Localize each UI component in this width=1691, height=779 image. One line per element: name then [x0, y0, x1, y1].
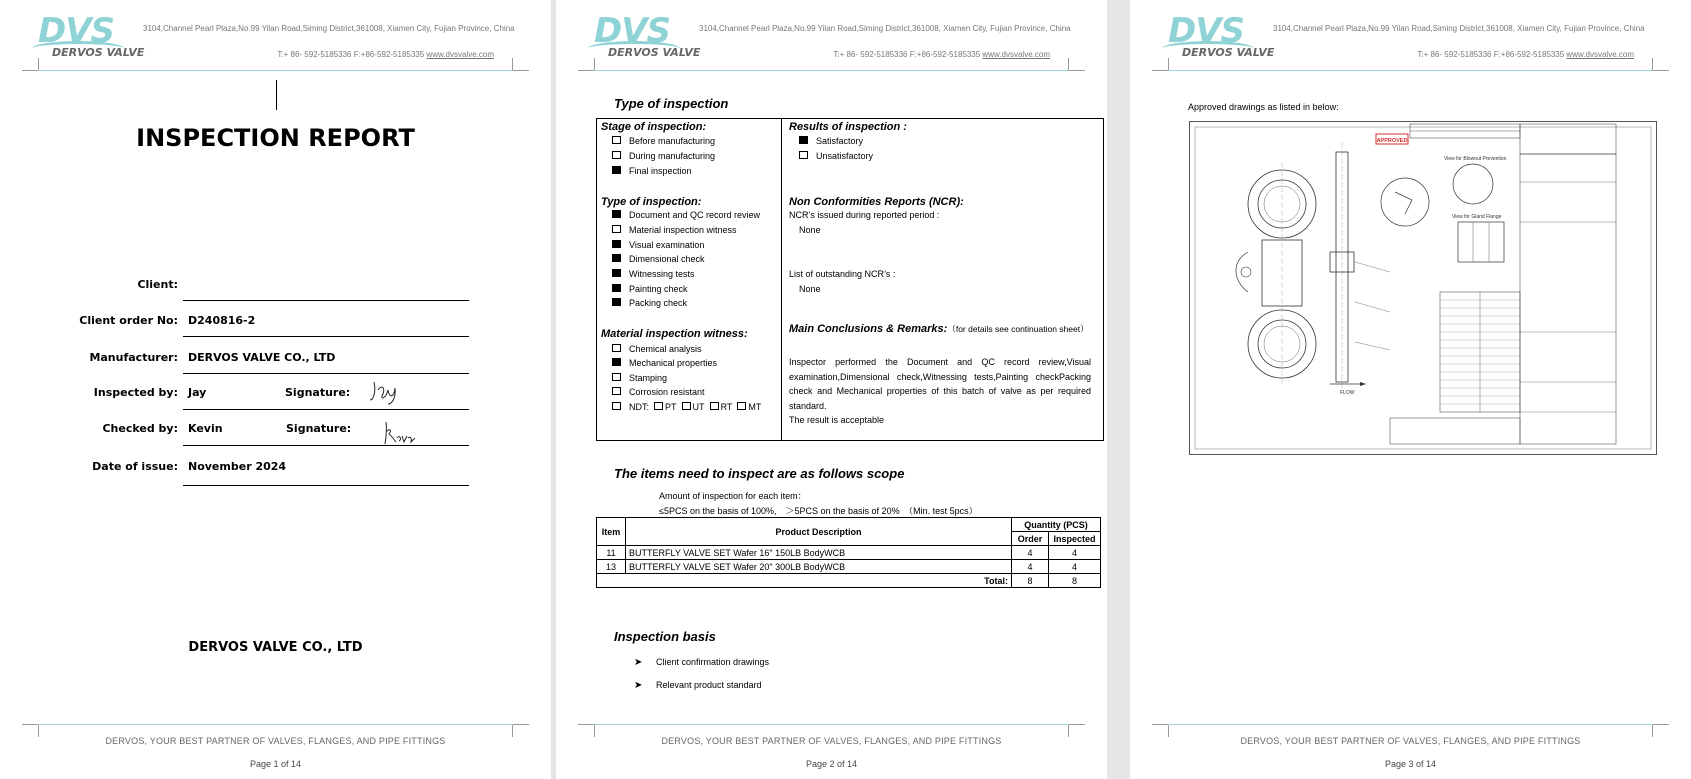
page-number: Page 3 of 14 — [1384, 759, 1437, 769]
table-header-row — [597, 518, 1101, 532]
inspected-by-label: Inspected by: — [93, 386, 178, 399]
type-item-label: Painting check — [629, 284, 688, 294]
stage-item[interactable] — [612, 166, 692, 176]
footer-rule — [38, 724, 513, 725]
material-item-label: Mechanical properties — [629, 358, 718, 368]
conclusions-heading — [789, 323, 1089, 335]
type-item[interactable] — [612, 210, 760, 220]
ncr-issued-value: None — [799, 225, 821, 235]
checkbox-checked[interactable] — [612, 269, 621, 277]
signature-jay-image — [368, 376, 402, 406]
result-item-label: Satisfactory — [816, 136, 864, 146]
checkbox[interactable] — [682, 402, 691, 410]
company-name: DERVOS VALVE CO., LTD — [188, 640, 363, 655]
signature-kevin-image — [382, 418, 418, 446]
logo-subtitle: DERVOS VALVE — [1182, 46, 1275, 59]
corner-mark — [22, 58, 39, 71]
corner-mark — [1652, 58, 1669, 71]
checkbox-checked[interactable] — [612, 254, 621, 262]
material-item[interactable] — [612, 387, 705, 397]
checkbox[interactable] — [612, 344, 621, 352]
checkbox[interactable] — [612, 225, 621, 233]
field-underline — [183, 373, 469, 374]
company-logo — [1158, 11, 1278, 62]
conclusions-title: Main Conclusions & Remarks: — [789, 323, 948, 335]
stage-item[interactable] — [612, 151, 715, 161]
header-website-link[interactable]: www.dvsvalve.com — [426, 50, 494, 59]
arrow-bullet-icon: ➤ — [634, 680, 643, 691]
conclusions-note: （for details see continuation sheet） — [947, 324, 1089, 334]
signature-label: Signature: — [286, 422, 352, 435]
page-number: Page 1 of 14 — [249, 759, 302, 769]
checkbox[interactable] — [612, 151, 621, 159]
corner-mark — [578, 58, 595, 71]
checked-by-value[interactable]: Kevin — [188, 422, 223, 435]
field-underline — [183, 300, 469, 301]
inspected-by-value[interactable]: Jay — [188, 386, 207, 399]
ndt-option: MT — [748, 402, 762, 412]
footer-rule — [1168, 724, 1653, 725]
type-item-label: Visual examination — [629, 240, 705, 250]
checkbox[interactable] — [799, 151, 808, 159]
header-contact — [833, 50, 1050, 59]
checkbox-checked[interactable] — [612, 358, 621, 366]
type-item-label: Material inspection witness — [629, 225, 737, 235]
view-blowout-label: View for Blowout Prevention — [1444, 156, 1507, 162]
client-label: Client: — [137, 278, 178, 291]
header-website-link[interactable]: www.dvsvalve.com — [1566, 50, 1634, 59]
company-logo — [28, 11, 148, 62]
manufacturer-value[interactable]: DERVOS VALVE CO., LTD — [188, 351, 336, 364]
type-item[interactable] — [612, 254, 705, 264]
ndt-label: NDT: — [629, 402, 649, 412]
header-address: 3104,Channel Pearl Plaza,No.99 Yilan Road,Siming District,361008, Xiamen City, Fujian Province, China — [143, 24, 515, 33]
logo-mark: DVS — [594, 11, 671, 51]
scope-note: Amount of inspection for each item： — [659, 491, 807, 501]
checkbox-checked[interactable] — [612, 210, 621, 218]
inspection-basis-heading: Inspection basis — [614, 629, 716, 644]
ncr-issued-label: NCR’s issued during reported period : — [789, 210, 940, 220]
approved-drawing-image — [1189, 121, 1657, 455]
checkbox[interactable] — [737, 402, 746, 410]
client-order-label: Client order No: — [79, 314, 178, 327]
cell-order: 4 — [1012, 546, 1049, 560]
col-desc-header: Product Description — [626, 518, 1012, 546]
material-item-label: Stamping — [629, 373, 668, 383]
conclusions-text: Inspector performed the Document and QC record review,Visual examination,Dimensional check,Witnessing tests,Painting checkPacking check and Mechanical properties of this batch of valve as per required standard. — [789, 357, 1091, 411]
table-row — [597, 560, 1101, 574]
basis-item — [634, 680, 762, 691]
corner-mark — [512, 58, 529, 71]
results-heading: Results of inspection : — [789, 121, 907, 133]
type-sub-heading: Type of inspection: — [601, 196, 702, 208]
page-number: Page 2 of 14 — [805, 759, 858, 769]
col-inspected-header: Inspected — [1049, 532, 1101, 546]
text-cursor — [276, 80, 277, 110]
page-1 — [0, 0, 551, 779]
col-qty-header: Quantity (PCS) — [1012, 518, 1101, 532]
result-item[interactable] — [799, 136, 863, 146]
stage-item-label: Before manufacturing — [629, 136, 716, 146]
client-order-value[interactable]: D240816-2 — [188, 314, 256, 327]
ndt-option: PT — [665, 402, 677, 412]
cell-inspected: 4 — [1049, 546, 1101, 560]
total-inspected: 8 — [1049, 574, 1101, 588]
ndt-item[interactable] — [612, 402, 761, 412]
view-gland-label: View for Gland Flange — [1452, 214, 1502, 220]
material-item[interactable] — [612, 344, 702, 354]
header-rule — [594, 70, 1069, 71]
material-item[interactable] — [612, 373, 667, 383]
manufacturer-label: Manufacturer: — [89, 351, 178, 364]
stage-heading: Stage of inspection: — [601, 121, 707, 133]
cell-item: 13 — [597, 560, 626, 574]
material-item-label: Chemical analysis — [629, 344, 702, 354]
footer-rule — [594, 724, 1069, 725]
scope-heading: The items need to inspect are as follows scope — [614, 466, 905, 481]
corner-mark — [1152, 58, 1169, 71]
footer-slogan: DERVOS, YOUR BEST PARTNER OF VALVES, FLANGES, AND PIPE FITTINGS — [1240, 736, 1581, 746]
col-order-header: Order — [1012, 532, 1049, 546]
result-item-label: Unsatisfactory — [816, 151, 874, 161]
cell-desc: BUTTERFLY VALVE SET Wafer 16" 150LB BodyWCB — [626, 546, 1012, 560]
header-address: 3104,Channel Pearl Plaza,No.99 Yilan Road,Siming District,361008, Xiamen City, Fujian Province, China — [1273, 24, 1645, 33]
checked-by-label: Checked by: — [102, 422, 178, 435]
stage-item-label: Final inspection — [629, 166, 692, 176]
checkbox[interactable] — [612, 373, 621, 381]
material-item-label: Corrosion resistant — [629, 387, 705, 397]
corner-mark — [1068, 58, 1085, 71]
result-item[interactable] — [799, 151, 873, 161]
basis-item-label: Client confirmation drawings — [656, 657, 770, 667]
type-item[interactable] — [612, 269, 695, 279]
basis-item — [634, 657, 769, 668]
page-3 — [1130, 0, 1691, 779]
total-order: 8 — [1012, 574, 1049, 588]
total-label: Total: — [597, 574, 1012, 588]
conclusions-paragraph — [789, 355, 1091, 428]
cell-inspected: 4 — [1049, 560, 1101, 574]
header-address: 3104,Channel Pearl Plaza,No.99 Yilan Road,Siming District,361008, Xiamen City, Fujian Province, China — [699, 24, 1071, 33]
header-contact — [1417, 50, 1634, 59]
field-underline — [183, 336, 469, 337]
logo-mark: DVS — [1168, 11, 1245, 51]
approved-stamp: APPROVED — [1376, 138, 1408, 144]
field-underline — [183, 445, 469, 446]
footer-slogan: DERVOS, YOUR BEST PARTNER OF VALVES, FLANGES, AND PIPE FITTINGS — [105, 736, 446, 746]
footer-slogan: DERVOS, YOUR BEST PARTNER OF VALVES, FLANGES, AND PIPE FITTINGS — [661, 736, 1002, 746]
cell-item: 11 — [597, 546, 626, 560]
checkbox[interactable] — [654, 402, 663, 410]
field-underline — [183, 485, 469, 486]
material-heading: Material inspection witness: — [601, 328, 748, 340]
table-divider — [781, 119, 782, 440]
header-rule — [38, 70, 513, 71]
logo-subtitle: DERVOS VALVE — [608, 46, 701, 59]
ndt-option: RT — [720, 402, 733, 412]
ncr-heading: Non Conformities Reports (NCR): — [789, 196, 964, 208]
checkbox-checked[interactable] — [612, 240, 621, 248]
checkbox-checked[interactable] — [612, 298, 621, 306]
signature-label: Signature: — [285, 386, 351, 399]
stage-item[interactable] — [612, 136, 715, 146]
checkbox[interactable] — [710, 402, 719, 410]
type-item-label: Packing check — [629, 298, 688, 308]
drawings-intro: Approved drawings as listed in below: — [1188, 102, 1339, 112]
checkbox[interactable] — [612, 402, 621, 410]
conclusions-result: The result is acceptable — [789, 415, 885, 425]
ncr-outstanding-value: None — [799, 284, 821, 294]
flow-label: FLOW — [1340, 390, 1355, 396]
header-phone: T:+ 86- 592-5185336 F:+86-592-5185335 — [1417, 50, 1565, 59]
type-item-label: Witnessing tests — [629, 269, 695, 279]
material-item[interactable] — [612, 358, 717, 368]
logo-subtitle: DERVOS VALVE — [52, 46, 145, 59]
company-logo — [584, 11, 704, 62]
header-rule — [1168, 70, 1653, 71]
type-item[interactable] — [612, 284, 688, 294]
report-title: INSPECTION REPORT — [136, 124, 415, 152]
type-item[interactable] — [612, 225, 737, 235]
scope-note: ≤5PCS on the basis of 100%, ＞5PCS on the basis of 20% （Min. test 5pcs） — [659, 506, 978, 516]
date-of-issue-value[interactable]: November 2024 — [188, 460, 287, 473]
field-underline — [183, 409, 469, 410]
cell-desc: BUTTERFLY VALVE SET Wafer 20" 300LB BodyWCB — [626, 560, 1012, 574]
arrow-bullet-icon: ➤ — [634, 657, 643, 668]
page-2 — [556, 0, 1107, 779]
checkbox[interactable] — [612, 136, 621, 144]
date-of-issue-label: Date of issue: — [92, 460, 178, 473]
ndt-option: UT — [692, 402, 705, 412]
checkbox-checked[interactable] — [799, 136, 808, 144]
type-item-label: Dimensional check — [629, 254, 705, 264]
type-item[interactable] — [612, 298, 687, 308]
header-phone: T:+ 86- 592-5185336 F:+86-592-5185335 — [277, 50, 425, 59]
col-item-header: Item — [597, 518, 626, 546]
table-total-row — [597, 574, 1101, 588]
checkbox-checked[interactable] — [612, 166, 621, 174]
quantity-table — [596, 517, 1101, 588]
header-phone: T:+ 86- 592-5185336 F:+86-592-5185335 — [833, 50, 981, 59]
type-item-label: Document and QC record review — [629, 210, 761, 220]
stage-item-label: During manufacturing — [629, 151, 716, 161]
logo-mark: DVS — [38, 11, 115, 51]
header-contact — [277, 50, 494, 59]
basis-item-label: Relevant product standard — [656, 680, 762, 690]
type-item[interactable] — [612, 240, 704, 250]
checkbox-checked[interactable] — [612, 284, 621, 292]
checkbox[interactable] — [612, 387, 621, 395]
header-website-link[interactable]: www.dvsvalve.com — [982, 50, 1050, 59]
technical-drawing — [1190, 122, 1656, 454]
table-row — [597, 546, 1101, 560]
ncr-outstanding-label: List of outstanding NCR’s : — [789, 269, 896, 279]
type-of-inspection-heading: Type of inspection — [614, 96, 729, 111]
inspection-checklist-table — [596, 118, 1104, 441]
cell-order: 4 — [1012, 560, 1049, 574]
